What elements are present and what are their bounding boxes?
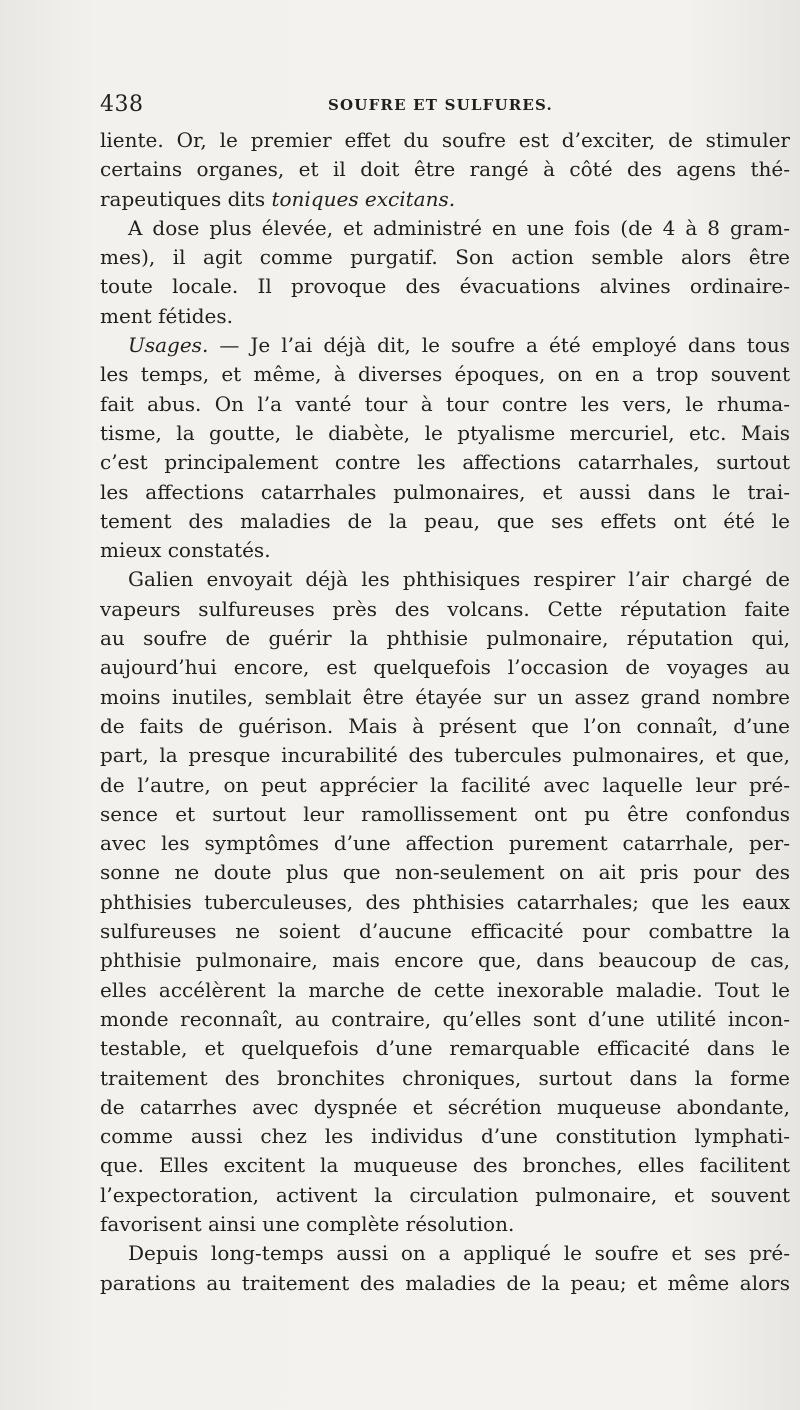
line-text: aujourd’hui encore, est quelquefois l’occasion de voyages au — [100, 655, 790, 680]
line-text: liente. Or, le premier effet du soufre est d’exciter, de stimuler — [100, 128, 790, 152]
text-line — [100, 1239, 790, 1268]
line-text: les temps, et même, à diverses époques, on en a trop souvent — [100, 362, 790, 387]
text-line — [100, 478, 790, 507]
text-line — [100, 185, 790, 214]
line-text: de l’autre, on peut apprécier la facilité avec laquelle leur pré- — [100, 772, 790, 797]
line-text: sence et surtout leur ramollissement ont pu être confondus — [100, 801, 790, 826]
text-line — [100, 800, 790, 829]
line-text: sonne ne doute plus que non-seulement on ait pris pour des — [100, 860, 790, 885]
line-text: favorisent ainsi une complète résolution. — [100, 1211, 515, 1236]
line-text: mieux constatés. — [100, 538, 271, 563]
line-text: tement des maladies de la peau, que ses effets ont été le — [100, 508, 790, 533]
line-text: Galien envoyait déjà les phthisiques respirer l’air chargé de — [128, 567, 790, 592]
line-text: fait abus. On l’a vanté tour à tour contre les vers, le rhuma- — [100, 391, 790, 416]
line-text: phthisie pulmonaire, mais encore que, dans beaucoup de cas, — [100, 948, 790, 973]
text-line — [100, 1034, 790, 1063]
text-line — [100, 565, 790, 594]
text-line — [100, 390, 790, 419]
text-line — [100, 653, 790, 682]
line-text: phthisies tuberculeuses, des phthisies catarrhales; que les eaux — [100, 889, 790, 914]
text-line — [100, 829, 790, 858]
line-text: moins inutiles, semblait être étayée sur un assez grand nombre — [100, 684, 790, 709]
line-text: c’est principalement contre les affections catarrhales, surtout — [100, 450, 790, 475]
italic-lead: Usages. — [128, 333, 209, 358]
body-text — [100, 126, 790, 1298]
line-text: sulfureuses ne soient d’aucune efficacité pour combattre la — [100, 919, 790, 944]
text-line — [100, 507, 790, 536]
line-text: testable, et quelquefois d’une remarquable efficacité dans le — [100, 1036, 790, 1061]
line-text: certains organes, et il doit être rangé à côté des agens thé- — [100, 157, 790, 182]
line-text: de faits de guérison. Mais à présent que l’on connaît, d’une — [100, 713, 790, 738]
line-text: monde reconnaît, au contraire, qu’elles sont d’une utilité incon- — [100, 1006, 790, 1031]
text-line — [100, 888, 790, 917]
text-line — [100, 360, 790, 389]
page-number: 438 — [100, 92, 144, 117]
line-text: mes), il agit comme purgatif. Son action semble alors être — [100, 245, 790, 270]
text-line — [100, 683, 790, 712]
line-text: tisme, la goutte, le diabète, le ptyalisme mercuriel, etc. Mais — [100, 420, 790, 445]
text-line — [100, 126, 790, 155]
line-text: l’expectoration, activent la circulation pulmonaire, et souvent — [100, 1182, 790, 1207]
running-head — [100, 92, 790, 122]
text-line — [100, 1093, 790, 1122]
line-text: — Je l’ai déjà dit, le soufre a été employé dans tous — [208, 333, 790, 358]
text-line — [100, 1005, 790, 1034]
text-line — [100, 1122, 790, 1151]
line-text: comme aussi chez les individus d’une constitution lymphati- — [100, 1124, 790, 1149]
line-text: de catarrhes avec dyspnée et sécrétion muqueuse abondante, — [100, 1094, 790, 1119]
text-line — [100, 595, 790, 624]
text-line — [100, 155, 790, 184]
text-line — [100, 624, 790, 653]
running-title: SOUFRE ET SULFURES. — [328, 96, 553, 114]
text-line — [100, 976, 790, 1005]
line-text: elles accélèrent la marche de cette inexorable maladie. Tout le — [100, 977, 790, 1002]
italic-term: toniques excitans. — [271, 186, 456, 211]
text-line — [100, 1151, 790, 1180]
line-text: A dose plus élevée, et administré en une fois (de 4 à 8 gram- — [128, 215, 790, 240]
line-text: les affections catarrhales pulmonaires, et aussi dans le trai- — [100, 479, 790, 504]
text-line — [100, 214, 790, 243]
text-line — [100, 1269, 790, 1298]
line-text: Depuis long-temps aussi on a appliqué le soufre et ses pré- — [128, 1241, 790, 1266]
line-text: que. Elles excitent la muqueuse des bronches, elles facilitent — [100, 1153, 790, 1178]
line-text: parations au traitement des maladies de la peau; et même alors — [100, 1270, 790, 1295]
line-text: toute locale. Il provoque des évacuations alvines ordinaire- — [100, 274, 790, 299]
line-text: part, la presque incurabilité des tubercules pulmonaires, et que, — [100, 743, 790, 768]
line-text: au soufre de guérir la phthisie pulmonaire, réputation qui, — [100, 626, 790, 651]
line-text: avec les symptômes d’une affection purement catarrhale, per- — [100, 831, 790, 856]
text-line — [100, 1210, 790, 1239]
text-line — [100, 946, 790, 975]
text-line — [100, 712, 790, 741]
text-line — [100, 1064, 790, 1093]
text-line — [100, 302, 790, 331]
text-line — [100, 331, 790, 360]
text-line — [100, 243, 790, 272]
text-line — [100, 272, 790, 301]
line-text: vapeurs sulfureuses près des volcans. Cette réputation faite — [100, 596, 790, 621]
text-line — [100, 448, 790, 477]
text-line — [100, 858, 790, 887]
text-line — [100, 419, 790, 448]
text-line — [100, 917, 790, 946]
text-line — [100, 536, 790, 565]
text-line — [100, 1181, 790, 1210]
line-text: rapeutiques dits — [100, 186, 272, 211]
text-line — [100, 771, 790, 800]
line-text: traitement des bronchites chroniques, surtout dans la forme — [100, 1065, 790, 1090]
line-text: ment fétides. — [100, 303, 234, 328]
text-line — [100, 741, 790, 770]
